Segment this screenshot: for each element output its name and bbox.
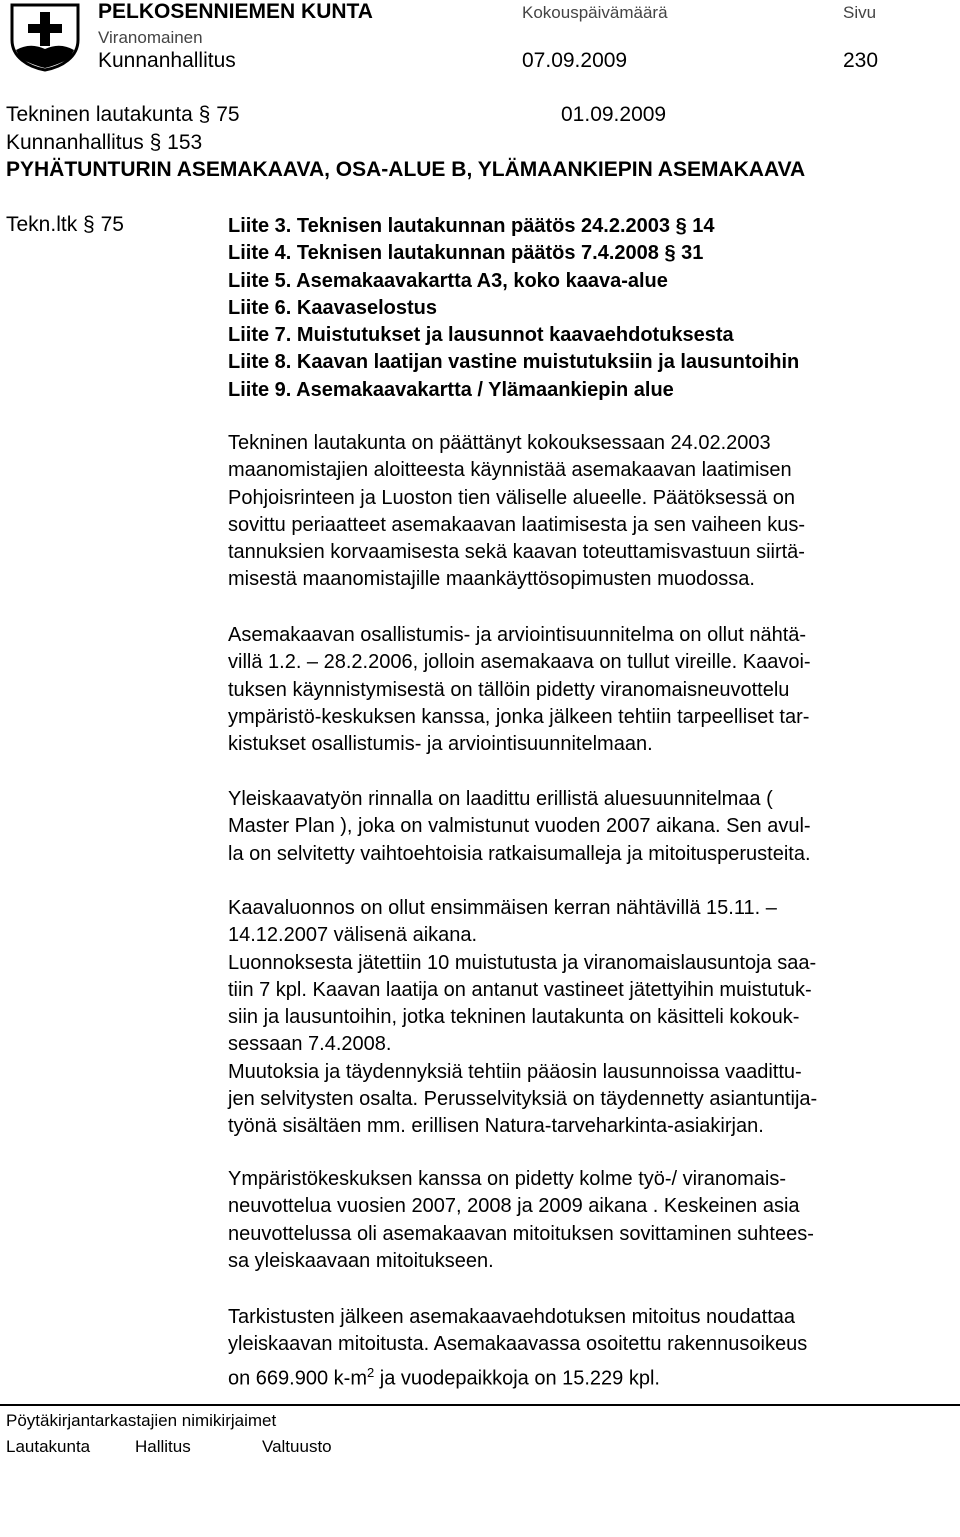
section-sign-icon: §	[149, 131, 162, 154]
paragraph-6	[228, 1304, 933, 1393]
municipality-name: PELKOSENNIEMEN KUNTA	[98, 0, 373, 23]
paragraph-2	[228, 622, 933, 758]
tekn-ref-label: Tekn.ltk	[6, 213, 78, 236]
paragraph-1	[228, 430, 933, 594]
case-ref-prefix: Tekninen lautakunta	[6, 103, 193, 126]
authority-label: Viranomainen	[98, 28, 203, 47]
attachments-list	[228, 213, 799, 404]
attachment-item: Liite 8. Kaavan laatijan vastine muistutuksiin ja lausuntoihin	[228, 351, 800, 374]
attachment-item: Liite 3. Teknisen lautakunnan päätös 24.2.2003 § 14	[228, 215, 715, 237]
paragraph-5	[228, 1166, 933, 1275]
paragraph-line	[228, 1359, 933, 1393]
section-sign-icon: §	[83, 213, 95, 236]
paragraph-line: yleiskaavan mitoitusta. Asemakaavassa osoitettu rakennusoikeus	[228, 1333, 808, 1356]
building-right-text: on 669.900 k-m	[228, 1367, 367, 1390]
footer-title: Pöytäkirjantarkastajien nimikirjaimet	[6, 1411, 277, 1430]
beds-text: ja vuodepaikkoja on 15.229 kpl.	[374, 1367, 660, 1390]
authority-value: Kunnanhallitus	[98, 49, 236, 72]
case-ref-line-2	[6, 131, 202, 155]
case-ref-date: 01.09.2009	[561, 103, 667, 126]
paragraph-text: Tekninen lautakunta on päättänyt kokouksessaan 24.02.2003 maanomistajien aloitteesta käynnistää asemakaavan laatimisen Pohjoisrinteen ja Luoston tien väliselle alueelle. Päätöksessä on sovittu periaatteet asemakaavan laatimisesta ja sen vaiheen kus- tannuksien korvaamisesta sekä kaavan toteuttamisvastuun siirtä- misestä maanomistajille maankäyttösopimusten muodossa.	[228, 432, 805, 591]
attachment-item: Liite 4. Teknisen lautakunnan päätös 7.4.2008 § 31	[228, 242, 704, 265]
case-ref-line-1	[6, 103, 240, 127]
superscript: 2	[366, 1364, 375, 1380]
tekn-ref	[6, 213, 124, 237]
case-ref-section: 75	[216, 103, 240, 126]
footer-col-valtuusto: Valtuusto	[262, 1437, 332, 1456]
attachment-item: Liite 9. Asemakaavakartta / Ylämaankiepin alue	[228, 378, 674, 401]
footer-col-hallitus: Hallitus	[135, 1437, 191, 1456]
paragraph-text: Yleiskaavatyön rinnalla on laadittu erillistä aluesuunnitelmaa ( Master Plan ), joka on valmistunut vuoden 2007 aikana. Sen avul- la on selvitetty vaihtoehtoisia ratkaisumalleja ja mitoitusperusteita.	[228, 788, 811, 865]
paragraph-text: Asemakaavan osallistumis- ja arviointisuunnitelma on ollut nähtä- villä 1.2. – 28.2.2006, jolloin asemakaava on tullut vireille. Kaavoi- tuksen käynnistymisestä on tällöin pidetty viranomaisneuvottelu ympäristö-keskuksen kanssa, jonka jälkeen tehtiin tarpeelliset tar- kistukset osallistumis- ja arviointisuunnitelmaan.	[228, 624, 811, 756]
paragraph-4	[228, 895, 933, 1141]
case-ref-section: 153	[167, 131, 203, 154]
tekn-ref-section: 75	[100, 213, 124, 236]
page-label: Sivu	[843, 3, 877, 22]
case-ref-prefix: Kunnanhallitus	[6, 131, 144, 154]
paragraph-3	[228, 786, 933, 868]
section-sign-icon: §	[198, 103, 211, 126]
meeting-date-label: Kokouspäivämäärä	[522, 3, 668, 22]
meeting-date: 07.09.2009	[522, 49, 628, 72]
case-title: PYHÄTUNTURIN ASEMAKAAVA, OSA-ALUE B, YLÄMAANKIEPIN ASEMAKAAVA	[6, 158, 806, 181]
attachment-item: Liite 7. Muistutukset ja lausunnot kaavaehdotuksesta	[228, 324, 734, 347]
page-number: 230	[843, 49, 879, 72]
attachment-item: Liite 6. Kaavaselostus	[228, 296, 437, 319]
attachment-item: Liite 5. Asemakaavakartta A3, koko kaava-alue	[228, 269, 668, 292]
paragraph-line: Tarkistusten jälkeen asemakaavaehdotuksen mitoitus noudattaa	[228, 1306, 796, 1328]
paragraph-text: Kaavaluonnos on ollut ensimmäisen kerran nähtävillä 15.11. – 14.12.2007 välisenä aikana. Luonnoksesta jätettiin 10 muistutusta ja viranomaislausuntoja saa- tiin 7 kpl. Kaavan laatija on antanut vastineet jätettyihin muistutuk- siin ja lausuntoihin, jotka tekninen lautakunta on käsitteli kokouk- sessaan 7.4.2008. Muutoksia ja täydennyksiä tehtiin pääosin lausunnoissa vaadittu- jen selvitysten osalta. Perusselvityksiä on täydennetty asiantuntija- työnä sisältäen mm. erillisen Natura-tarveharkinta-asiakirjan.	[228, 897, 818, 1138]
paragraph-text: Ympäristökeskuksen kanssa on pidetty kolme työ-/ viranomais- neuvottelua vuosien 2007, 2008 ja 2009 aikana . Keskeinen asia neuvottelussa oli asemakaavan mitoituksen sovittaminen suhtees- sa yleiskaavaan mitoitukseen.	[228, 1168, 814, 1272]
municipal-crest-icon	[6, 2, 84, 72]
footer-divider	[0, 1404, 960, 1406]
footer-col-lautakunta: Lautakunta	[6, 1437, 91, 1456]
